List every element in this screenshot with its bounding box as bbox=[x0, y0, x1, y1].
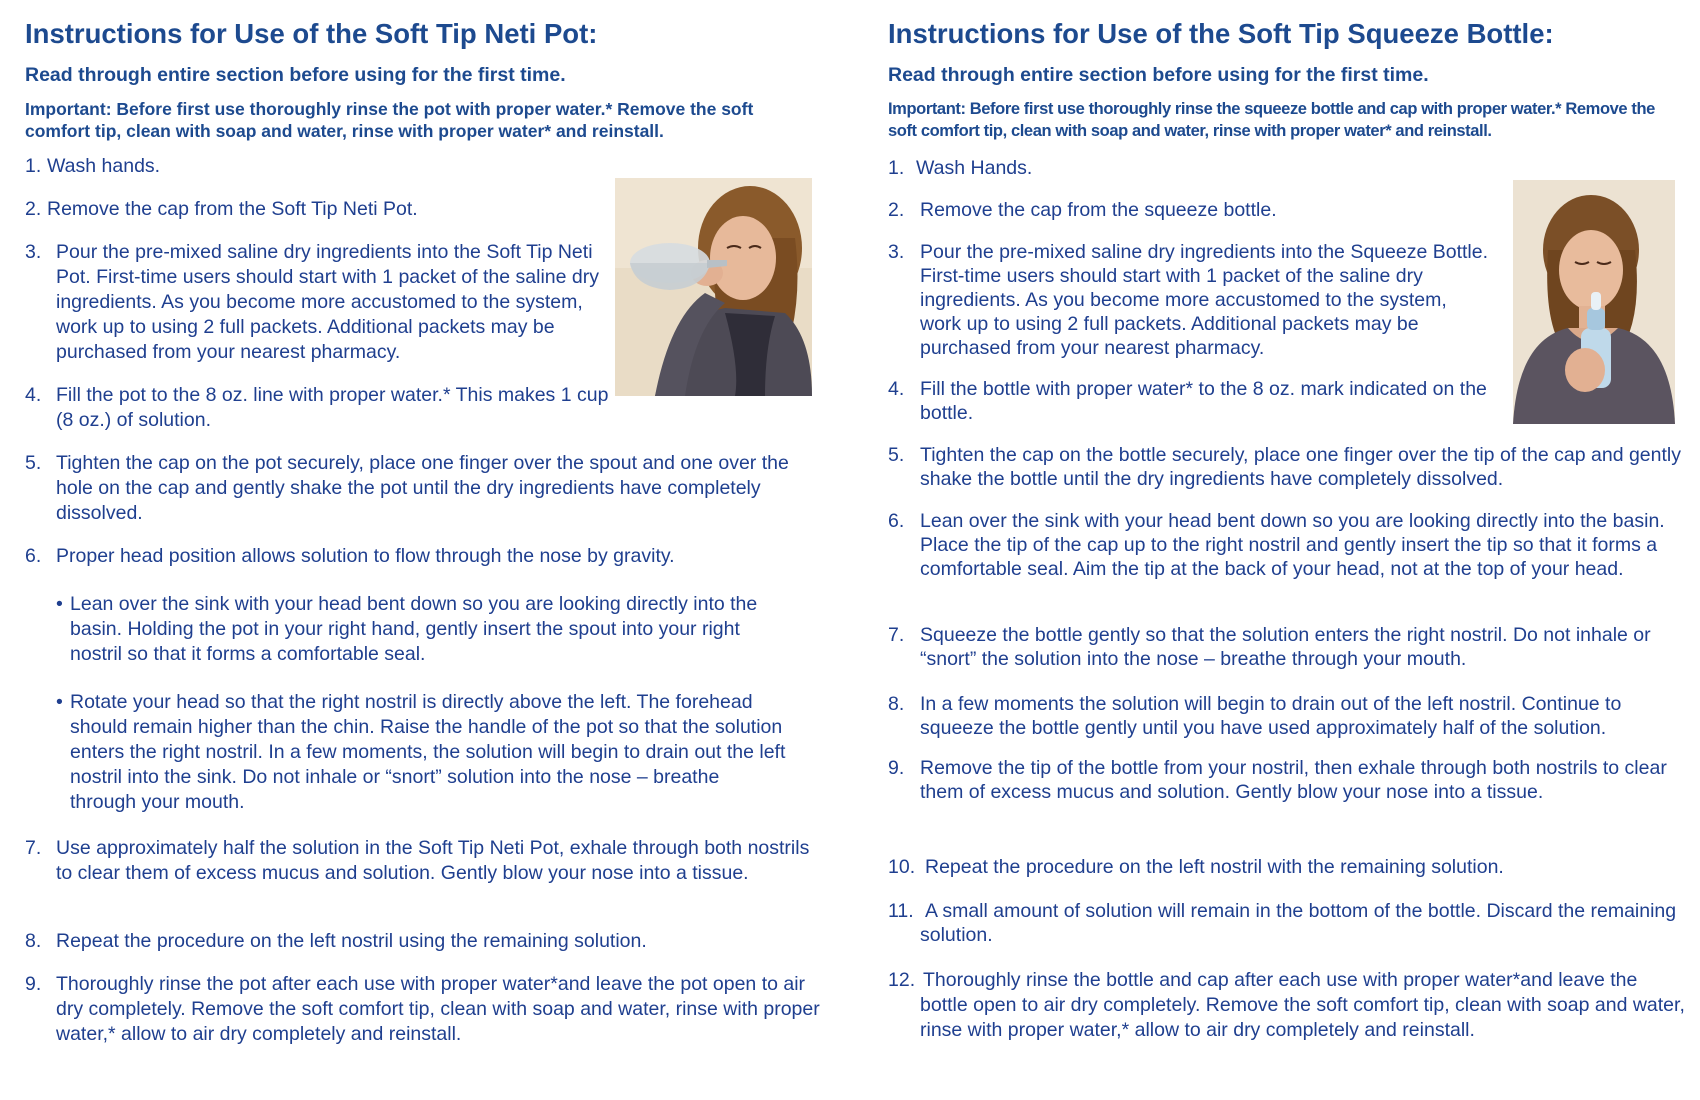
step-text: In a few moments the solution will begin to drain out of the left nostril. Continue to squeeze the bottle gently until you have used approximately half of the solution. bbox=[920, 693, 1622, 739]
bottle-step-3 bbox=[888, 240, 1488, 360]
step-number: 8. bbox=[25, 930, 42, 952]
bottle-step-1 bbox=[888, 156, 1488, 181]
step-text: Pour the pre-mixed saline dry ingredients into the Soft Tip Neti Pot. First-time users should start with 1 packet of the saline dry ingredients. As you become more accustomed to the system, work up to using 2 full packets. Additional packets may be purchased from your nearest pharmacy. bbox=[56, 241, 599, 363]
neti-step-2 bbox=[25, 197, 625, 222]
neti-pot-subtitle: Read through entire section before using for the first time. bbox=[25, 64, 566, 86]
bottle-step-8 bbox=[888, 692, 1688, 740]
step-text: Fill the pot to the 8 oz. line with proper water.* This makes 1 cup (8 oz.) of solution. bbox=[56, 384, 609, 431]
step-number: 3. bbox=[25, 241, 42, 263]
step-text: Remove the cap from the Soft Tip Neti Pot. bbox=[47, 198, 418, 220]
bottle-step-5 bbox=[888, 443, 1688, 491]
step-text: Remove the tip of the bottle from your nostril, then exhale through both nostrils to clear them of excess mucus and solution. Gently blow your nose into a tissue. bbox=[920, 757, 1667, 803]
neti-bullet-1 bbox=[56, 592, 770, 667]
step-number: 6. bbox=[888, 510, 905, 532]
step-number: 12. bbox=[888, 969, 916, 991]
step-text: Thoroughly rinse the bottle and cap after each use with proper water*and leave the bottle open to air dry completely. Remove the soft comfort tip, clean with soap and water, rinse with proper water,* allow to air dry completely and reinstall. bbox=[920, 969, 1685, 1041]
step-number: 1. bbox=[25, 155, 42, 177]
squeeze-bottle-subtitle: Read through entire section before using for the first time. bbox=[888, 64, 1429, 86]
step-text: Remove the cap from the squeeze bottle. bbox=[920, 199, 1277, 221]
step-text: Wash Hands. bbox=[916, 157, 1033, 179]
step-number: 2. bbox=[888, 199, 905, 221]
step-text: Wash hands. bbox=[47, 155, 161, 177]
neti-pot-title: Instructions for Use of the Soft Tip Neti Pot: bbox=[25, 18, 598, 49]
step-number: 8. bbox=[888, 693, 905, 715]
step-number: 1. bbox=[888, 157, 905, 179]
bottle-step-11 bbox=[888, 899, 1688, 947]
bottle-step-12 bbox=[888, 968, 1688, 1043]
step-text: Lean over the sink with your head bent down so you are looking directly into the basin. Place the tip of the cap up to the right nostril and gently insert the tip so that it forms a comfortable seal. Aim the tip at the back of your head, not at the top of your head. bbox=[920, 510, 1665, 580]
step-number: 5. bbox=[888, 444, 905, 466]
step-number: 9. bbox=[888, 757, 905, 779]
squeeze-bottle-important-note: Important: Before first use thoroughly rinse the squeeze bottle and cap with proper water.* Remove the soft comfort tip, clean with soap and water, rinse with proper water* and reinstall. bbox=[888, 100, 1655, 140]
neti-step-1 bbox=[25, 154, 625, 179]
neti-pot-user-photo bbox=[615, 178, 812, 396]
bottle-step-10 bbox=[888, 855, 1688, 879]
step-text: Tighten the cap on the pot securely, place one finger over the spout and one over the hole on the cap and gently shake the pot until the dry ingredients have completely dissolved. bbox=[56, 452, 789, 524]
step-number: 7. bbox=[888, 624, 905, 646]
step-text: Repeat the procedure on the left nostril using the remaining solution. bbox=[56, 930, 647, 952]
step-number: 10. bbox=[888, 856, 916, 878]
bullet-text: Lean over the sink with your head bent down so you are looking directly into the basin. Holding the pot in your right hand, gently insert the spout into your right nostril so that it forms a comfortable seal. bbox=[70, 593, 758, 665]
neti-step-6 bbox=[25, 544, 820, 569]
neti-step-8 bbox=[25, 929, 820, 954]
squeeze-bottle-user-photo bbox=[1513, 180, 1675, 424]
neti-step-4 bbox=[25, 383, 625, 433]
neti-pot-important-note: Important: Before first use thoroughly rinse the pot with proper water.* Remove the soft comfort tip, clean with soap and water, rinse with proper water* and reinstall. bbox=[25, 99, 754, 141]
neti-step-7 bbox=[25, 836, 820, 886]
neti-step-5 bbox=[25, 451, 820, 526]
step-number: 9. bbox=[25, 973, 42, 995]
neti-step-9 bbox=[25, 972, 820, 1047]
squeeze-bottle-title: Instructions for Use of the Soft Tip Squeeze Bottle: bbox=[888, 18, 1554, 49]
neti-bullet-2 bbox=[56, 690, 790, 815]
step-text: Fill the bottle with proper water* to the 8 oz. mark indicated on the bottle. bbox=[920, 378, 1487, 424]
step-number: 4. bbox=[888, 378, 905, 400]
step-number: 2. bbox=[25, 198, 42, 220]
step-number: 6. bbox=[25, 545, 42, 567]
bottle-step-9 bbox=[888, 756, 1688, 804]
squeeze-bottle-photo-illustration bbox=[1513, 180, 1675, 424]
neti-pot-photo-illustration bbox=[615, 178, 812, 396]
bottle-step-2 bbox=[888, 198, 1488, 223]
step-text: Squeeze the bottle gently so that the solution enters the right nostril. Do not inhale or “snort” the solution into the nose – breathe through your mouth. bbox=[920, 624, 1651, 670]
step-number: 5. bbox=[25, 452, 42, 474]
bullet-dot: • bbox=[56, 691, 63, 713]
bullet-text: Rotate your head so that the right nostril is directly above the left. The forehead should remain higher than the chin. Raise the handle of the pot so that the solution enters the right nostril. In a few moments, the solution will begin to drain out the left nostril into the sink. Do not inhale or “snort” solution into the nose – breathe through your mouth. bbox=[70, 691, 786, 813]
step-text: Tighten the cap on the bottle securely, place one finger over the tip of the cap and gently shake the bottle until the dry ingredients have completely dissolved. bbox=[920, 444, 1681, 490]
bottle-step-4 bbox=[888, 377, 1488, 425]
bullet-dot: • bbox=[56, 593, 63, 615]
step-text: A small amount of solution will remain in the bottom of the bottle. Discard the remaining solution. bbox=[920, 900, 1677, 946]
step-text: Use approximately half the solution in the Soft Tip Neti Pot, exhale through both nostrils to clear them of excess mucus and solution. Gently blow your nose into a tissue. bbox=[56, 837, 810, 884]
step-number: 7. bbox=[25, 837, 42, 859]
step-text: Repeat the procedure on the left nostril with the remaining solution. bbox=[925, 856, 1504, 878]
step-number: 3. bbox=[888, 241, 905, 263]
step-number: 11. bbox=[888, 900, 914, 922]
bottle-step-7 bbox=[888, 623, 1688, 671]
step-number: 4. bbox=[25, 384, 42, 406]
step-text: Thoroughly rinse the pot after each use with proper water*and leave the pot open to air dry completely. Remove the soft comfort tip, clean with soap and water, rinse with proper water,* allow to air dry completely and reinstall. bbox=[56, 973, 820, 1045]
step-text: Proper head position allows solution to flow through the nose by gravity. bbox=[56, 545, 675, 567]
bottle-step-6 bbox=[888, 509, 1688, 581]
step-text: Pour the pre-mixed saline dry ingredients into the Squeeze Bottle. First-time users should start with 1 packet of the saline dry ingredients. As you become more accustomed to the system, work up to using 2 full packets. Additional packets may be purchased from your nearest pharmacy. bbox=[920, 241, 1488, 359]
neti-step-3 bbox=[25, 240, 625, 365]
